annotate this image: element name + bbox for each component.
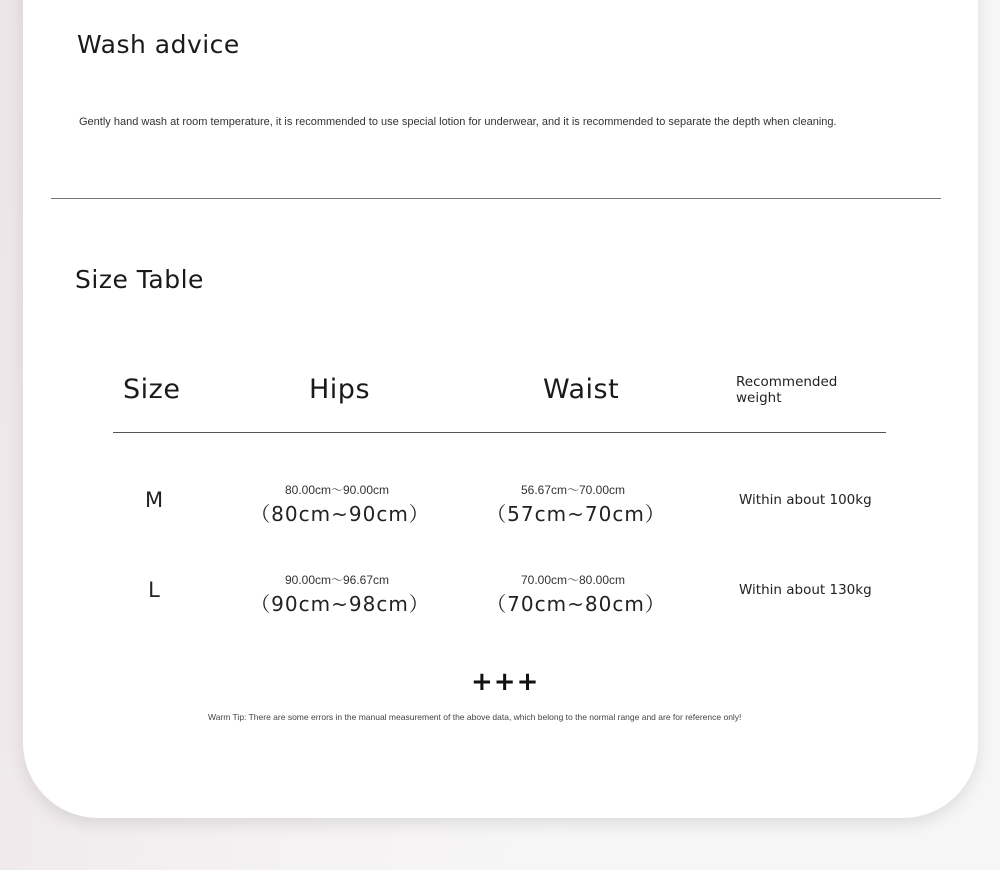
waist-range-large: （57cm~70cm） [486, 502, 666, 526]
waist-range-small: 70.00cm～80.00cm [520, 573, 626, 587]
size-table-title: Size Table [75, 265, 204, 294]
waist-range-large: （70cm~80cm） [486, 592, 666, 616]
row-size-label: M [144, 488, 164, 512]
hips-range-large: （80cm~90cm） [250, 502, 430, 526]
header-hips: Hips [309, 374, 371, 405]
hips-range-small: 80.00cm～90.00cm [284, 483, 390, 497]
header-recommended-weight: Recommended weight [736, 374, 838, 406]
warm-tip-text: Warm Tip: There are some errors in the manual measurement of the above data, which belong to the normal range and are for reference only! [208, 712, 742, 722]
header-waist: Waist [543, 374, 620, 405]
hips-range-large: （90cm~98cm） [250, 592, 430, 616]
weight-value: Within about 130kg [739, 582, 872, 598]
hips-range-small: 90.00cm～96.67cm [284, 573, 390, 587]
wash-advice-text: Gently hand wash at room temperature, it is recommended to use special lotion for underwear, and it is recommended to separate the depth when cleaning. [79, 116, 837, 128]
row-size-label: L [148, 578, 160, 602]
plus-decoration: +++ [471, 667, 540, 697]
header-underline [113, 432, 886, 433]
section-divider [51, 198, 941, 199]
waist-range-small: 56.67cm～70.00cm [520, 483, 626, 497]
wash-advice-title: Wash advice [77, 30, 240, 59]
header-size: Size [123, 374, 181, 405]
weight-value: Within about 100kg [739, 492, 872, 508]
